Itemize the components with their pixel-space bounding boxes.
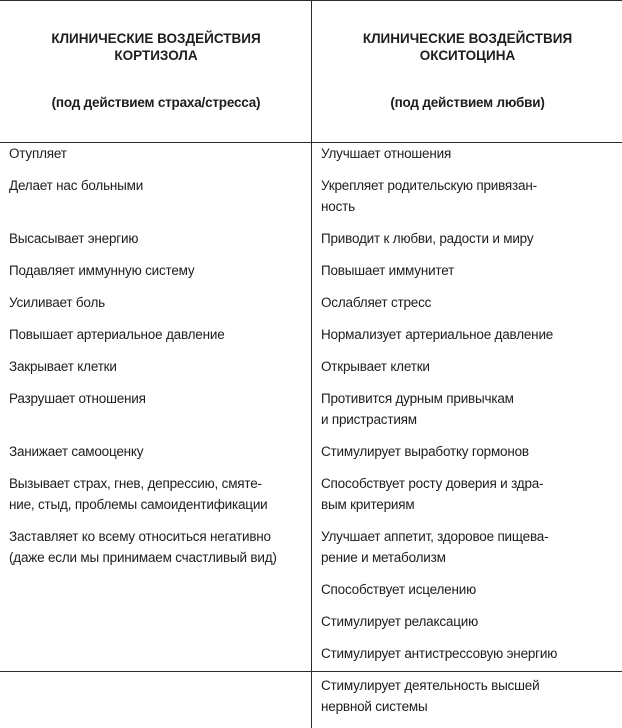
cortisol-effect-cell: Усиливает боль [9, 295, 105, 310]
oxytocin-effect-cell: Открывает клетки [311, 356, 622, 388]
table-row [0, 175, 622, 228]
cortisol-effect-cell: Подавляет иммунную систему [9, 263, 195, 278]
table-row [0, 643, 622, 675]
cortisol-effect-cell [0, 643, 311, 675]
oxytocin-effect-cell: Стимулирует выработку гормонов [311, 441, 622, 473]
table-row [0, 292, 622, 324]
oxytocin-effect-cell: Способствует исцелению [311, 579, 622, 611]
cortisol-effect-cell: Вызывает страх, гнев, депрессию, смяте- ние, стыд, проблемы самоидентификации [9, 476, 268, 512]
cortisol-effect-cell: Разрушает отношения [9, 391, 146, 406]
oxytocin-effect-cell: Укрепляет родительскую привязан- ность [311, 175, 622, 228]
oxytocin-effect-cell: Ослабляет стресс [311, 292, 622, 324]
oxytocin-effect-cell: Нормализует артериальное давление [311, 324, 622, 356]
cortisol-effect-cell: Занижает самооценку [9, 444, 144, 459]
table-row [0, 611, 622, 643]
oxytocin-effect-cell: Улучшает отношения [311, 143, 622, 175]
cortisol-effect-cell: Повышает артериальное давление [9, 327, 225, 342]
oxytocin-header-subtitle: (под действием любви) [390, 95, 545, 110]
oxytocin-header [311, 1, 622, 142]
oxytocin-effect-cell: Способствует росту доверия и здра- вым критериям [311, 473, 622, 526]
cortisol-effect-cell [0, 579, 311, 611]
cortisol-effect-cell: Закрывает клетки [9, 359, 117, 374]
cortisol-header-subtitle: (под действием страха/стресса) [51, 95, 261, 110]
table-row [0, 473, 622, 526]
table-row [0, 388, 622, 441]
table-row [0, 675, 622, 728]
oxytocin-effect-cell: Стимулирует релаксацию [311, 611, 622, 643]
table-row [0, 526, 622, 579]
cortisol-effect-cell [0, 611, 311, 643]
table-row [0, 228, 622, 260]
cortisol-effect-cell: Заставляет ко всему относиться негативно (даже если мы принимаем счастливый вид) [9, 529, 277, 565]
table-row [0, 260, 622, 292]
table-row [0, 143, 622, 175]
cortisol-effect-cell: Отупляет [9, 146, 67, 161]
cortisol-effect-cell [0, 675, 311, 728]
table-row [0, 324, 622, 356]
oxytocin-effect-cell: Приводит к любви, радости и миру [311, 228, 622, 260]
table-row [0, 579, 622, 611]
cortisol-header [0, 1, 311, 142]
table-row [0, 356, 622, 388]
oxytocin-header-title: КЛИНИЧЕСКИЕ ВОЗДЕЙСТВИЯ ОКСИТОЦИНА [362, 31, 573, 63]
cortisol-effect-cell: Делает нас больными [9, 178, 144, 193]
oxytocin-effect-cell: Стимулирует антистрессовую энергию [311, 643, 622, 675]
oxytocin-effect-cell: Стимулирует деятельность высшей нервной системы [311, 675, 622, 728]
oxytocin-effect-cell: Улучшает аппетит, здоровое пищева- рение и метаболизм [311, 526, 622, 579]
table-header-row [0, 1, 622, 143]
table-row [0, 441, 622, 473]
cortisol-header-title: КЛИНИЧЕСКИЕ ВОЗДЕЙСТВИЯ КОРТИЗОЛА [51, 31, 261, 63]
cortisol-effect-cell: Высасывает энергию [9, 231, 139, 246]
oxytocin-effect-cell: Повышает иммунитет [311, 260, 622, 292]
oxytocin-effect-cell: Противится дурным привычкам и пристрастиям [311, 388, 622, 441]
